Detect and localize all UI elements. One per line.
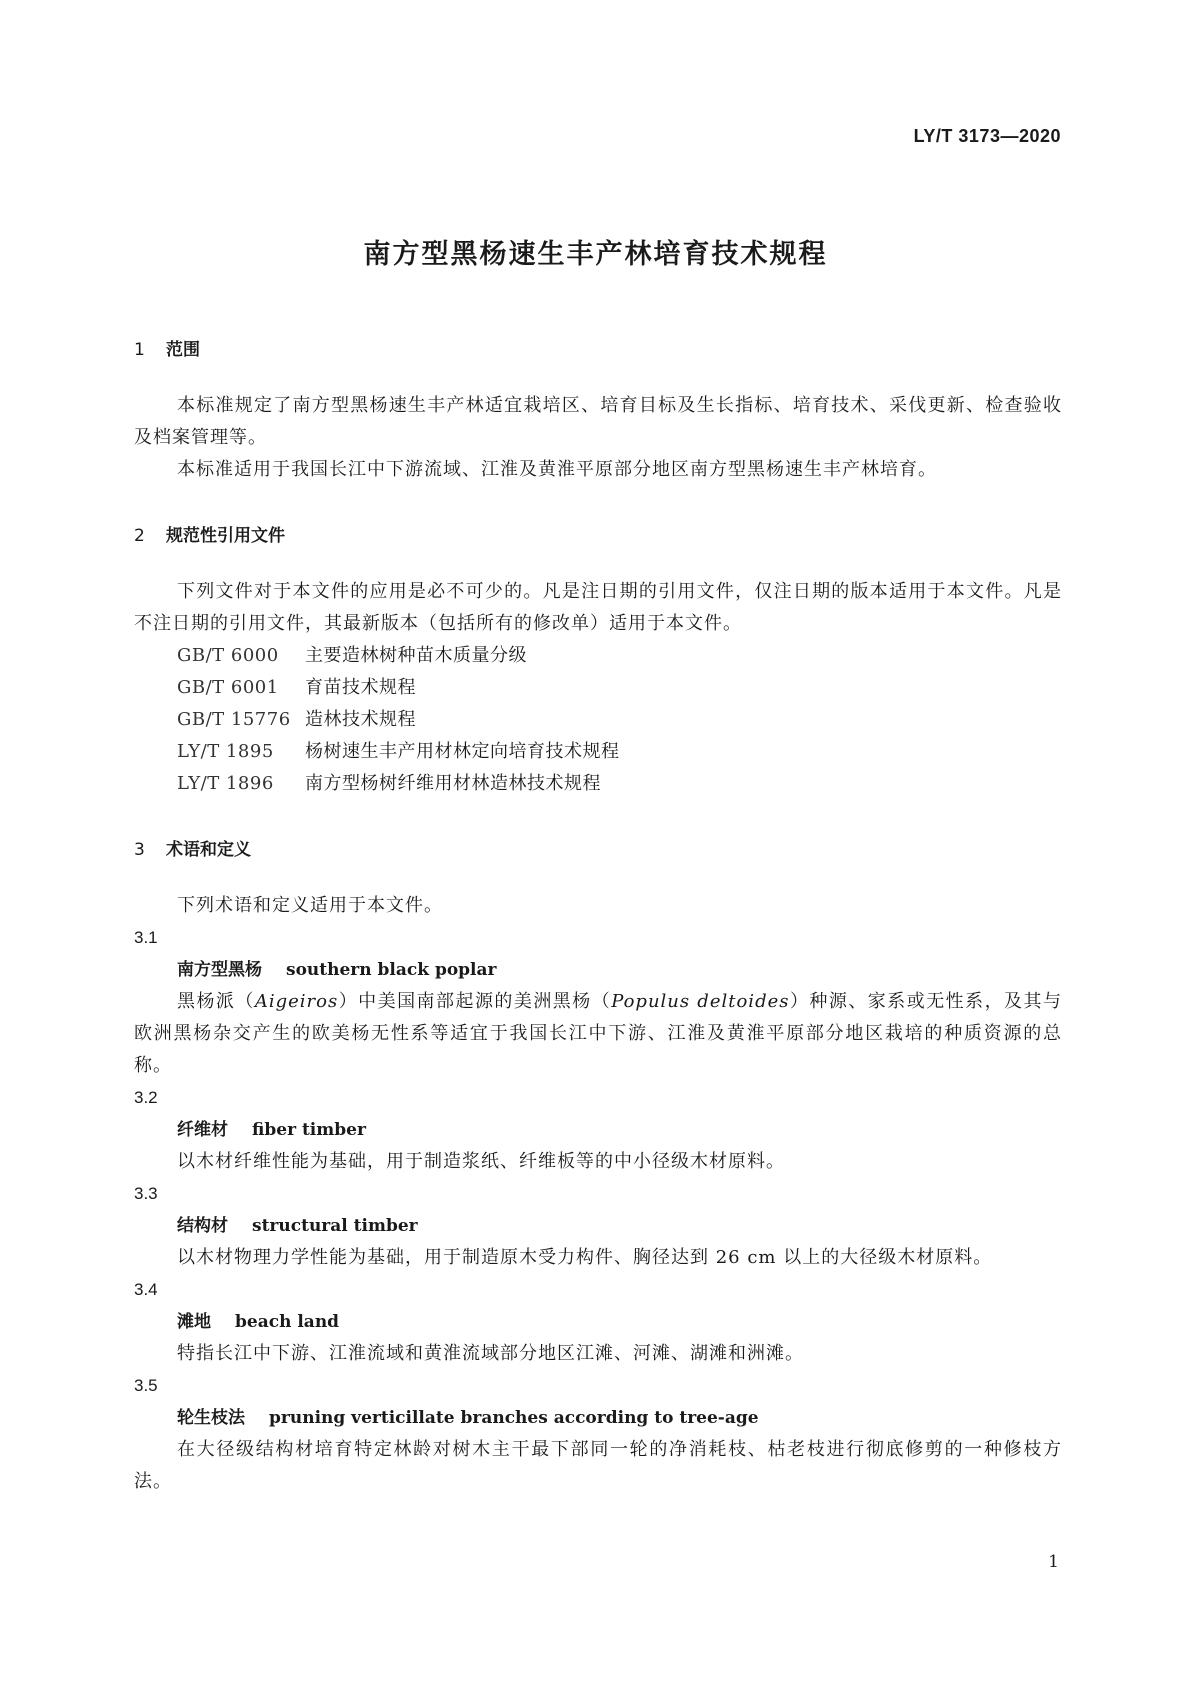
term-number: 3.3 xyxy=(134,1184,158,1203)
term-english: pruning verticillate branches according to tree-age xyxy=(269,1408,759,1428)
latin-name: Populus deltoides xyxy=(611,991,790,1012)
term-heading xyxy=(134,1306,1062,1338)
term-english: fiber timber xyxy=(252,1120,366,1140)
term-english: structural timber xyxy=(252,1216,418,1236)
reference-code: LY/T 1895 xyxy=(177,741,274,762)
reference-item xyxy=(134,672,1062,704)
term-definition: 黑杨派（Aigeiros）中美国南部起源的美洲黑杨（Populus deltoides）种源、家系或无性系，及其与欧洲黑杨杂交产生的欧美杨无性系等适宜于我国长江中下游、江淮及黄淮平原部分地区栽培的种质资源的总称。 xyxy=(134,991,1062,1076)
reference-item xyxy=(134,640,1062,672)
term-heading xyxy=(134,1210,1062,1242)
reference-item xyxy=(134,736,1062,768)
document-body xyxy=(134,338,1062,1498)
term-definition: 在大径级结构材培育特定林龄对树木主干最下部同一轮的净消耗枝、枯老枝进行彻底修剪的一种修枝方法。 xyxy=(134,1439,1062,1492)
reference-title: 南方型杨树纤维用材林造林技术规程 xyxy=(305,773,601,794)
document-title: 南方型黑杨速生丰产林培育技术规程 xyxy=(363,239,828,270)
term-number: 3.2 xyxy=(134,1088,158,1107)
section-number: 2 xyxy=(134,526,145,546)
section-title: 术语和定义 xyxy=(166,840,251,860)
paragraph: 下列术语和定义适用于本文件。 xyxy=(177,895,443,916)
page-number: 1 xyxy=(1048,1552,1059,1572)
term-chinese: 南方型黑杨 xyxy=(177,960,262,980)
term-heading xyxy=(134,954,1062,986)
section-number: 3 xyxy=(134,840,145,860)
term-number: 3.1 xyxy=(134,928,158,947)
section-title: 范围 xyxy=(166,340,200,360)
term-heading xyxy=(134,1402,1062,1434)
reference-title: 杨树速生丰产用材林定向培育技术规程 xyxy=(305,741,620,762)
term-number: 3.4 xyxy=(134,1280,158,1299)
paragraph: 本标准规定了南方型黑杨速生丰产林适宜栽培区、培育目标及生长指标、培育技术、采伐更新、检查验收及档案管理等。 xyxy=(134,395,1062,448)
section-title: 规范性引用文件 xyxy=(166,526,285,546)
term-definition: 特指长江中下游、江淮流域和黄淮流域部分地区江滩、河滩、湖滩和洲滩。 xyxy=(177,1343,804,1364)
standard-code: LY/T 3173—2020 xyxy=(913,126,1061,146)
reference-code: GB/T 15776 xyxy=(177,709,291,730)
term-definition: 以木材纤维性能为基础，用于制造浆纸、纤维板等的中小径级木材原料。 xyxy=(177,1151,785,1172)
section-heading-terms-and-definitions xyxy=(134,838,1062,862)
reference-title: 主要造林树种苗木质量分级 xyxy=(305,645,527,666)
reference-item xyxy=(134,704,1062,736)
term-heading xyxy=(134,1114,1062,1146)
section-number: 1 xyxy=(134,340,145,360)
term-english: southern black poplar xyxy=(286,960,497,980)
paragraph: 下列文件对于本文件的应用是必不可少的。凡是注日期的引用文件，仅注日期的版本适用于本文件。凡是不注日期的引用文件，其最新版本（包括所有的修改单）适用于本文件。 xyxy=(134,581,1062,634)
reference-title: 育苗技术规程 xyxy=(305,677,416,698)
reference-code: LY/T 1896 xyxy=(177,773,274,794)
reference-title: 造林技术规程 xyxy=(305,709,416,730)
term-number: 3.5 xyxy=(134,1376,158,1395)
term-definition: 以木材物理力学性能为基础，用于制造原木受力构件、胸径达到 26 cm 以上的大径级木材原料。 xyxy=(177,1247,993,1268)
section-heading-scope xyxy=(134,338,1062,362)
term-chinese: 纤维材 xyxy=(177,1120,228,1140)
reference-code: GB/T 6001 xyxy=(177,677,279,698)
term-chinese: 滩地 xyxy=(177,1312,211,1332)
term-english: beach land xyxy=(235,1312,340,1332)
latin-name: Aigeiros xyxy=(254,991,339,1012)
section-heading-normative-references xyxy=(134,524,1062,548)
term-chinese: 结构材 xyxy=(177,1216,228,1236)
paragraph: 本标准适用于我国长江中下游流域、江淮及黄淮平原部分地区南方型黑杨速生丰产林培育。 xyxy=(177,459,937,480)
reference-code: GB/T 6000 xyxy=(177,645,279,666)
reference-item xyxy=(134,768,1062,800)
term-chinese: 轮生枝法 xyxy=(177,1408,245,1428)
